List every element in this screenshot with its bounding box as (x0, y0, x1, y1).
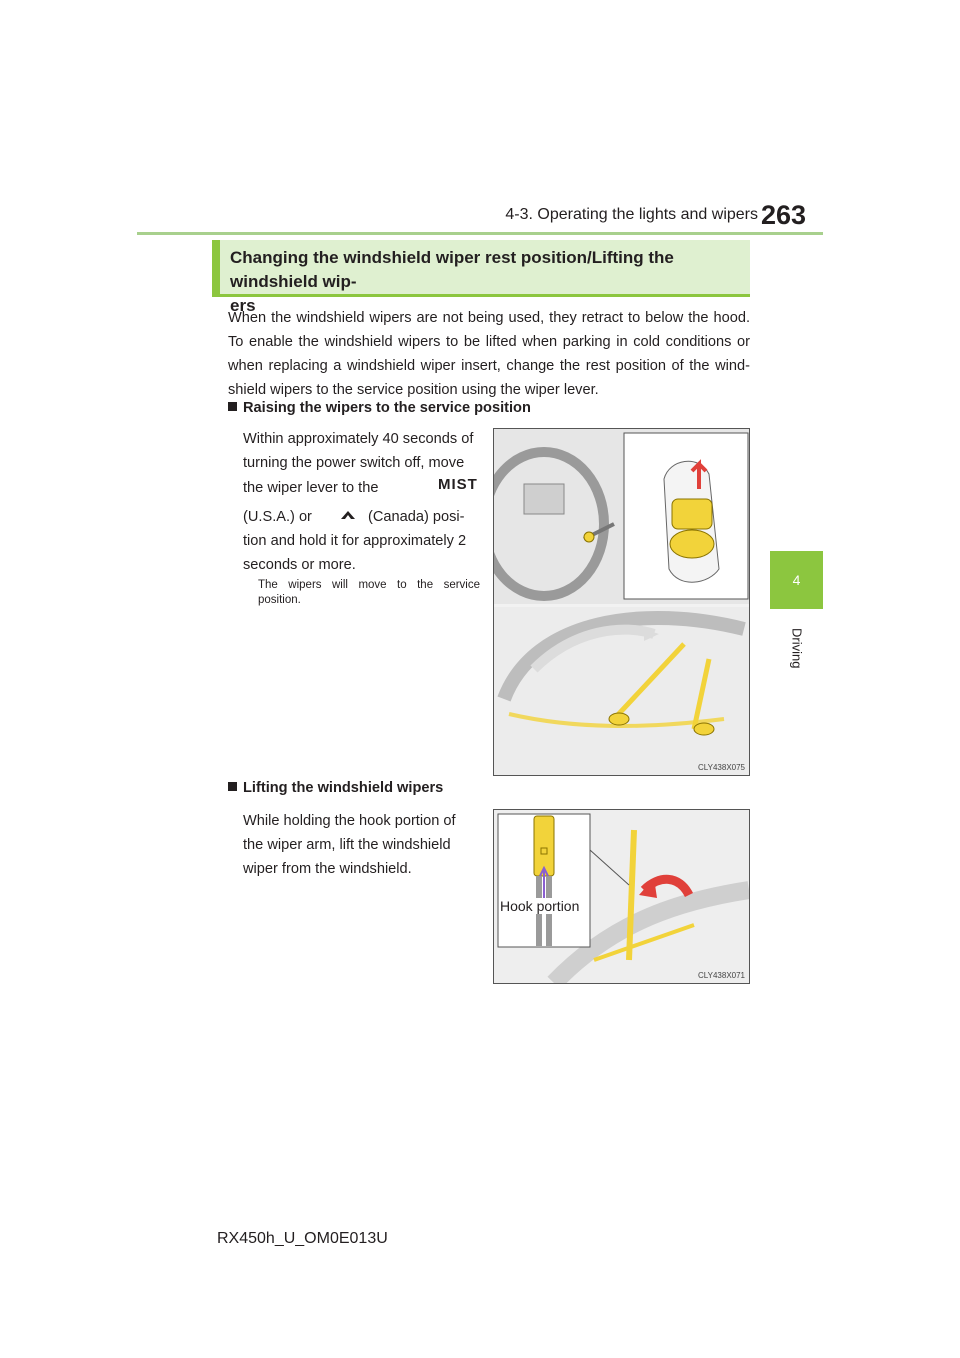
chapter-tab: 4 (770, 551, 823, 609)
figure-code: CLY438X071 (698, 971, 745, 980)
figure-wiper-service-position (493, 428, 750, 776)
raising-line-5: tion and hold it for approximately 2 (243, 533, 467, 549)
wiper-service-illustration (494, 429, 749, 775)
raising-line-2: turning the power switch off, move (243, 455, 465, 471)
header-divider (137, 232, 823, 235)
subheading-lifting (228, 780, 443, 796)
wiper-lift-illustration (494, 810, 749, 983)
figure-lifting-wipers (493, 809, 750, 984)
lifting-line-2: the wiper arm, lift the windshield (243, 837, 451, 853)
page-number: 263 (761, 200, 807, 230)
raising-note: The wipers will move to the service position. (258, 579, 480, 606)
running-header-section: 4-3. Operating the lights and wipers (505, 206, 758, 223)
figure-code: CLY438X075 (698, 763, 745, 772)
document-code: RX450h_U_OM0E013U (217, 1230, 388, 1247)
raising-line-3: the wiper lever to the (243, 480, 379, 496)
subheading-lifting-text: Lifting the windshield wipers (243, 780, 444, 796)
lifting-line-3: wiper from the windshield. (243, 861, 412, 877)
section-header (212, 240, 750, 315)
subheading-raising-text: Raising the wipers to the service position (243, 400, 531, 416)
raising-line-6: seconds or more. (243, 557, 356, 573)
raising-line-4b: (Canada) posi- (368, 509, 465, 525)
section-title: Changing the windshield wiper rest position/Lifting the windshield wip- ers (230, 248, 674, 315)
mist-symbol: MIST (438, 476, 478, 493)
mist-canada-icon (339, 509, 357, 521)
raising-line-1: Within approximately 40 seconds of (243, 431, 474, 447)
raising-line-4a: (U.S.A.) or (243, 509, 312, 525)
subheading-raising (228, 400, 531, 416)
square-bullet-icon (228, 782, 237, 791)
intro-paragraph: When the windshield wipers are not being used, they retract to below the hood. To enable the windshield wipers to be lifted when parking in cold conditions or when replacing a windshield wiper insert, change the rest position of the wind-shield wipers to the service position using the wiper lever. (228, 310, 750, 398)
hook-portion-label: Hook portion (500, 898, 580, 914)
lifting-line-1: While holding the hook portion of (243, 813, 456, 829)
square-bullet-icon (228, 402, 237, 411)
chapter-title: Driving (789, 627, 805, 669)
